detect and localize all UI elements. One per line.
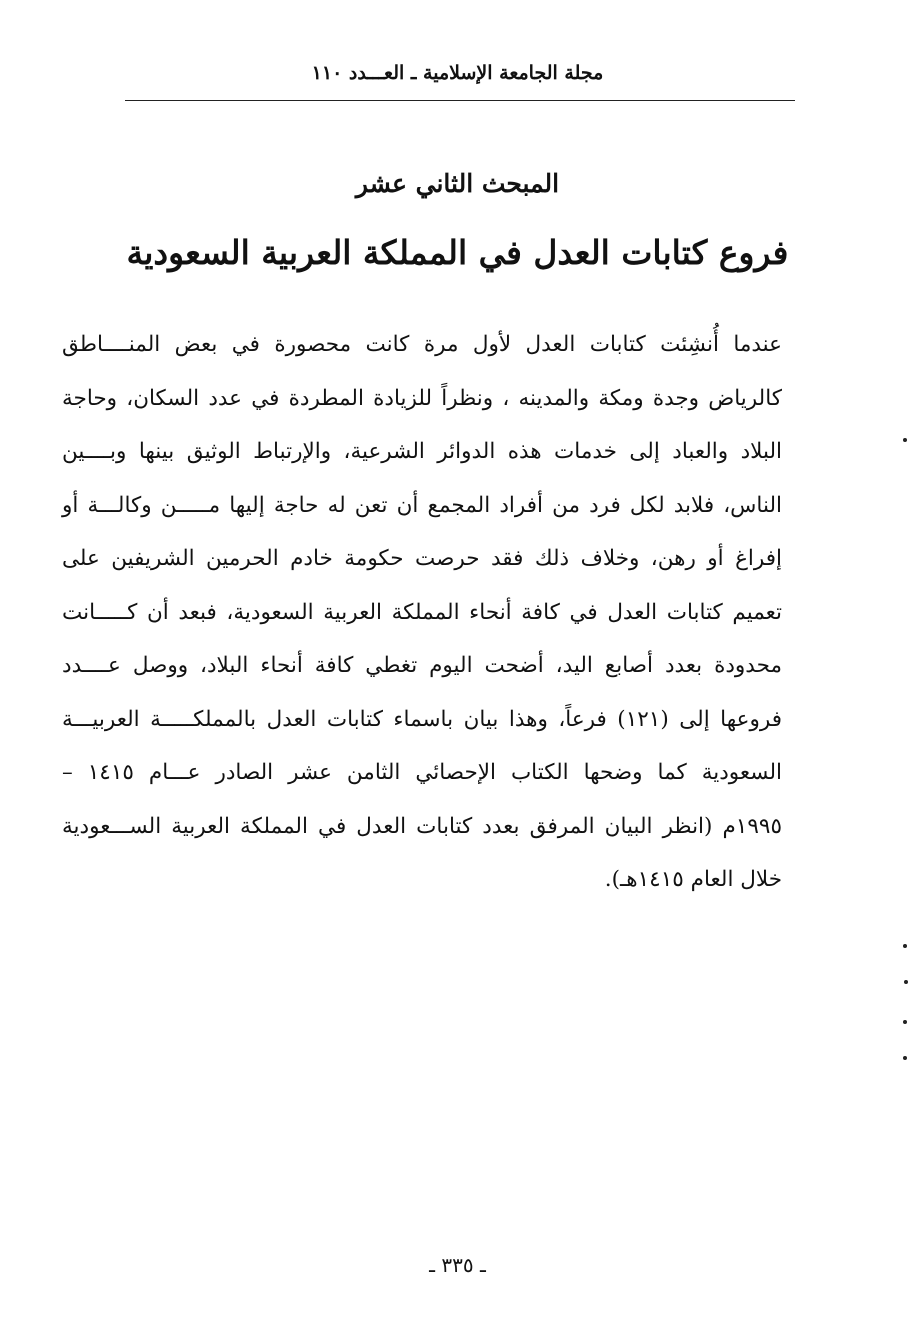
scan-speck bbox=[904, 980, 908, 984]
page-number: ـ ٣٣٥ ـ bbox=[429, 1253, 486, 1277]
scan-speck bbox=[903, 944, 907, 948]
body-line: خلال العام ١٤١٥هـ). bbox=[604, 867, 782, 892]
section-label: المبحث الثاني عشر bbox=[355, 169, 560, 198]
body-line: الناس، فلابد لكل فرد من أفراد المجمع أن تعن له حاجة إليها مـــــن وكالـــة أو bbox=[62, 492, 782, 518]
scan-speck bbox=[903, 1056, 907, 1060]
body-line: تعميم كتابات العدل في كافة أنحاء المملكة العربية السعودية، فبعد أن كـــــانت bbox=[62, 599, 782, 625]
body-line: عندما أُنشِئت كتابات العدل لأول مرة كانت محصورة في بعض المنــــاطق bbox=[62, 332, 782, 357]
body-line: محدودة بعدد أصابع اليد، أضحت اليوم تغطي كافة أنحاء البلاد، ووصل عــــدد bbox=[62, 653, 782, 678]
body-line: ١٩٩٥م (انظر البيان المرفق بعدد كتابات العدل في المملكة العربية الســـعودية bbox=[62, 813, 782, 839]
section-title: فروع كتابات العدل في المملكة العربية السعودية bbox=[126, 233, 789, 272]
body-line: فروعها إلى (١٢١) فرعاً، وهذا بيان باسماء كتابات العدل بالمملكـــــة العربيـــة bbox=[62, 706, 782, 732]
body-line: إفراغ أو رهن، وخلاف ذلك فقد حرصت حكومة خادم الحرمين الشريفين على bbox=[62, 546, 782, 571]
header-rule bbox=[125, 100, 795, 101]
body-line: البلاد والعباد إلى خدمات هذه الدوائر الشرعية، والإرتباط الوثيق بينها وبــــين bbox=[62, 439, 782, 464]
scan-speck bbox=[903, 1020, 907, 1024]
running-header: مجلة الجامعة الإسلامية ـ العـــدد ١١٠ bbox=[311, 62, 604, 84]
body-paragraph bbox=[62, 320, 782, 909]
body-line: كالرياض وجدة ومكة والمدينه ، ونظراً للزيادة المطردة في عدد السكان، وحاجة bbox=[62, 385, 782, 411]
scan-speck bbox=[903, 438, 907, 442]
body-line: السعودية كما وضحها الكتاب الإحصائي الثامن عشر الصادر عـــام ١٤١٥ – bbox=[62, 760, 782, 785]
